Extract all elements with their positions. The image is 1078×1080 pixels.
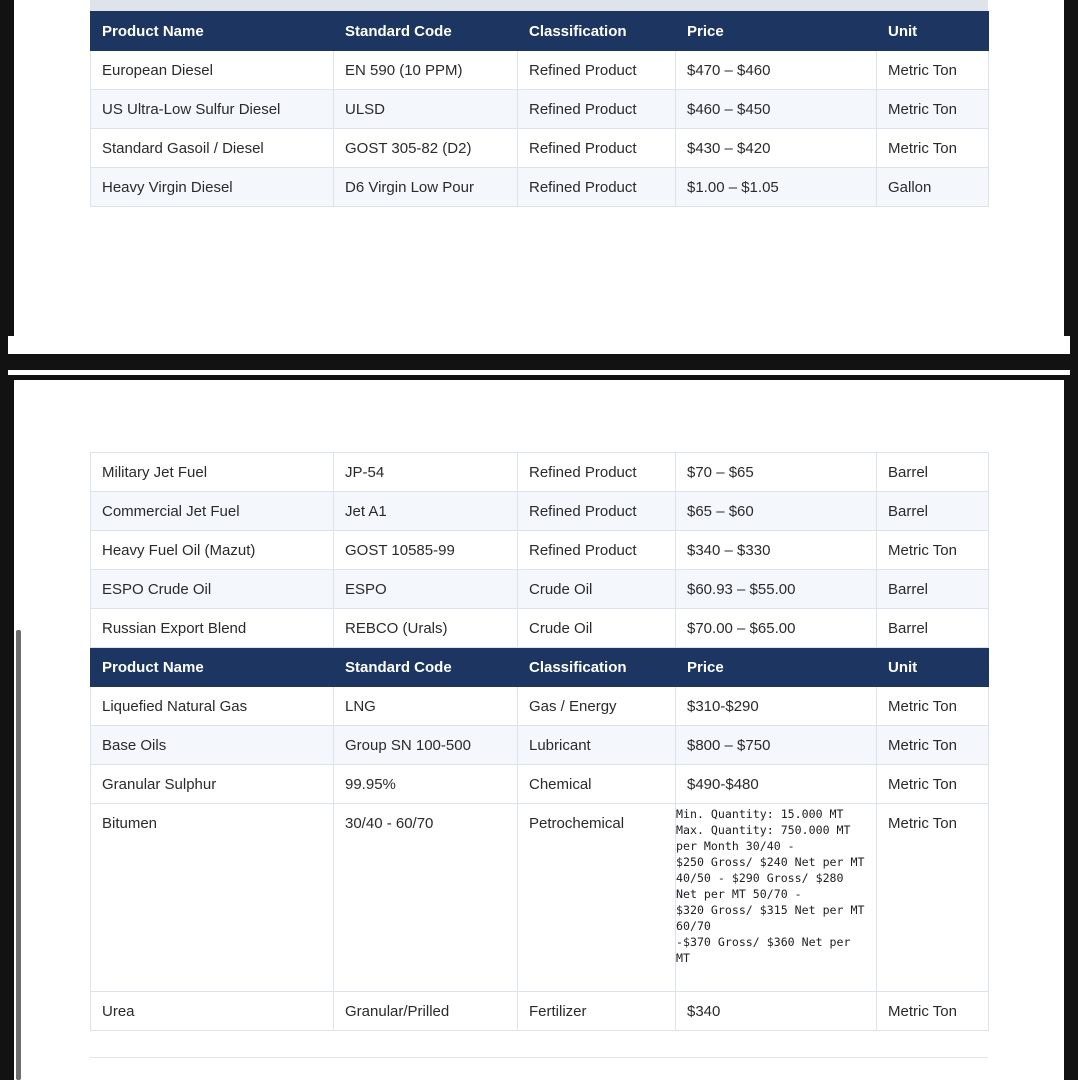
column-header-product-name: Product Name bbox=[91, 12, 334, 51]
cell-standard-code: Jet A1 bbox=[334, 492, 518, 531]
column-header-classification: Classification bbox=[518, 648, 676, 687]
cell-classification: Refined Product bbox=[518, 90, 676, 129]
cell-price: $800 – $750 bbox=[676, 726, 877, 765]
cell-standard-code: 30/40 - 60/70 bbox=[334, 804, 518, 992]
cell-product-name: European Diesel bbox=[91, 51, 334, 90]
cell-price-note bbox=[676, 804, 877, 992]
cell-price: $60.93 – $55.00 bbox=[676, 570, 877, 609]
bitumen-price-note: Min. Quantity: 15.000 MT Max. Quantity: 750.000 MT per Month 30/40 - $250 Gross/ $240 Net per MT 40/50 - $290 Gross/ $280 Net per MT 50/70 - $320 Gross/ $315 Net per MT 60/70 -$370 Gross/ $360 Net per MT bbox=[676, 807, 865, 965]
table-row bbox=[91, 51, 989, 90]
cell-price: $65 – $60 bbox=[676, 492, 877, 531]
cell-standard-code: Granular/Prilled bbox=[334, 992, 518, 1031]
cell-product-name: Urea bbox=[91, 992, 334, 1031]
cell-classification: Fertilizer bbox=[518, 992, 676, 1031]
cell-unit: Barrel bbox=[877, 570, 989, 609]
cell-price: $490-$480 bbox=[676, 765, 877, 804]
cell-product-name: Bitumen bbox=[91, 804, 334, 992]
table-row bbox=[91, 531, 989, 570]
cell-classification: Refined Product bbox=[518, 531, 676, 570]
table-row bbox=[91, 687, 989, 726]
table-row bbox=[91, 726, 989, 765]
table-row bbox=[91, 492, 989, 531]
table-row bbox=[91, 129, 989, 168]
cell-standard-code: GOST 10585-99 bbox=[334, 531, 518, 570]
cell-unit: Barrel bbox=[877, 492, 989, 531]
column-header-standard-code: Standard Code bbox=[334, 648, 518, 687]
product-price-table-top bbox=[90, 11, 989, 207]
cell-unit: Metric Ton bbox=[877, 51, 989, 90]
cell-classification: Crude Oil bbox=[518, 609, 676, 648]
cell-product-name: Base Oils bbox=[91, 726, 334, 765]
cell-price: $70 – $65 bbox=[676, 453, 877, 492]
table-row bbox=[91, 992, 989, 1031]
scrollbar-edge[interactable] bbox=[16, 630, 21, 1080]
cell-classification: Petrochemical bbox=[518, 804, 676, 992]
cell-unit: Barrel bbox=[877, 609, 989, 648]
cell-unit: Metric Ton bbox=[877, 726, 989, 765]
table-row bbox=[91, 168, 989, 207]
table-row bbox=[91, 804, 989, 992]
cell-classification: Chemical bbox=[518, 765, 676, 804]
cell-classification: Refined Product bbox=[518, 129, 676, 168]
table-row bbox=[91, 570, 989, 609]
table-row bbox=[91, 765, 989, 804]
column-header-unit: Unit bbox=[877, 12, 989, 51]
cell-classification: Gas / Energy bbox=[518, 687, 676, 726]
cell-product-name: US Ultra-Low Sulfur Diesel bbox=[91, 90, 334, 129]
cell-classification: Refined Product bbox=[518, 453, 676, 492]
cell-standard-code: REBCO (Urals) bbox=[334, 609, 518, 648]
cell-unit: Metric Ton bbox=[877, 687, 989, 726]
cell-unit: Metric Ton bbox=[877, 765, 989, 804]
cell-standard-code: EN 590 (10 PPM) bbox=[334, 51, 518, 90]
cell-unit: Metric Ton bbox=[877, 992, 989, 1031]
cell-product-name: Heavy Virgin Diesel bbox=[91, 168, 334, 207]
cell-standard-code: 99.95% bbox=[334, 765, 518, 804]
cell-price: $470 – $460 bbox=[676, 51, 877, 90]
cell-price: $460 – $450 bbox=[676, 90, 877, 129]
table-header-row bbox=[91, 12, 989, 51]
cell-price: $340 – $330 bbox=[676, 531, 877, 570]
table-header-row bbox=[91, 648, 989, 687]
cell-product-name: Standard Gasoil / Diesel bbox=[91, 129, 334, 168]
table-row bbox=[91, 453, 989, 492]
column-header-standard-code: Standard Code bbox=[334, 12, 518, 51]
cell-unit: Gallon bbox=[877, 168, 989, 207]
table-top-edge bbox=[90, 0, 988, 11]
cell-standard-code: ULSD bbox=[334, 90, 518, 129]
column-header-classification: Classification bbox=[518, 12, 676, 51]
cell-standard-code: LNG bbox=[334, 687, 518, 726]
cell-product-name: Granular Sulphur bbox=[91, 765, 334, 804]
cell-product-name: Commercial Jet Fuel bbox=[91, 492, 334, 531]
cell-unit: Metric Ton bbox=[877, 129, 989, 168]
cell-product-name: Military Jet Fuel bbox=[91, 453, 334, 492]
cell-unit: Metric Ton bbox=[877, 531, 989, 570]
cell-product-name: Heavy Fuel Oil (Mazut) bbox=[91, 531, 334, 570]
cell-classification: Refined Product bbox=[518, 492, 676, 531]
cell-standard-code: D6 Virgin Low Pour bbox=[334, 168, 518, 207]
cell-price: $310-$290 bbox=[676, 687, 877, 726]
cell-unit: Barrel bbox=[877, 453, 989, 492]
cell-classification: Lubricant bbox=[518, 726, 676, 765]
product-price-table-bottom bbox=[90, 452, 989, 1031]
cell-classification: Refined Product bbox=[518, 51, 676, 90]
cell-product-name: Liquefied Natural Gas bbox=[91, 687, 334, 726]
table-row bbox=[91, 609, 989, 648]
cell-product-name: Russian Export Blend bbox=[91, 609, 334, 648]
cell-price: $430 – $420 bbox=[676, 129, 877, 168]
column-header-product-name: Product Name bbox=[91, 648, 334, 687]
cell-product-name: ESPO Crude Oil bbox=[91, 570, 334, 609]
page-separator-rule bbox=[8, 370, 1070, 375]
column-header-unit: Unit bbox=[877, 648, 989, 687]
page-separator-strip bbox=[8, 336, 1070, 354]
cell-standard-code: Group SN 100-500 bbox=[334, 726, 518, 765]
cell-unit: Metric Ton bbox=[877, 804, 989, 992]
column-header-price: Price bbox=[676, 648, 877, 687]
table-row bbox=[91, 90, 989, 129]
cell-price: $1.00 – $1.05 bbox=[676, 168, 877, 207]
cell-classification: Crude Oil bbox=[518, 570, 676, 609]
cell-standard-code: JP-54 bbox=[334, 453, 518, 492]
cell-standard-code: GOST 305-82 (D2) bbox=[334, 129, 518, 168]
cell-classification: Refined Product bbox=[518, 168, 676, 207]
cell-price: $340 bbox=[676, 992, 877, 1031]
cell-price: $70.00 – $65.00 bbox=[676, 609, 877, 648]
bottom-divider bbox=[90, 1057, 988, 1058]
cell-unit: Metric Ton bbox=[877, 90, 989, 129]
cell-standard-code: ESPO bbox=[334, 570, 518, 609]
column-header-price: Price bbox=[676, 12, 877, 51]
